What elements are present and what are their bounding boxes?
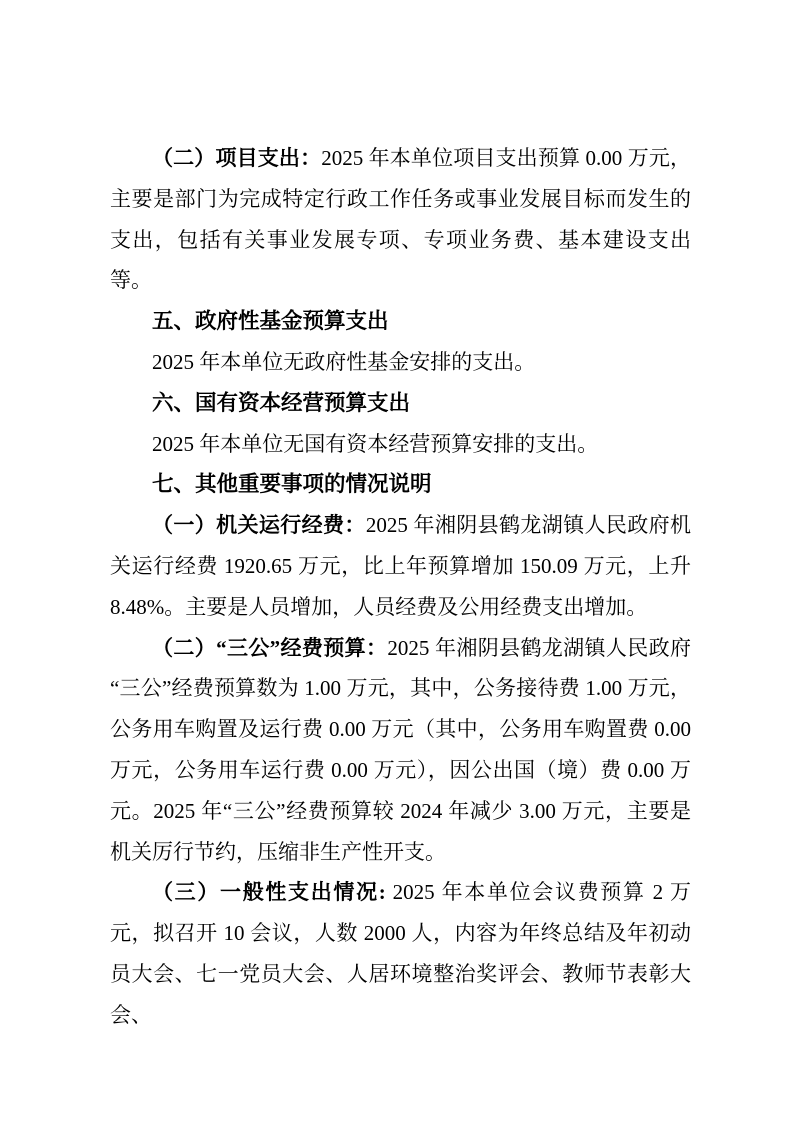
paragraph-lead: （三）一般性支出情况:	[152, 880, 386, 905]
paragraph-three-public-expenses-budget	[110, 628, 691, 873]
paragraph-text: 2025 年本单位项目支出预算 0.00 万元，主要是部门为完成特定行政工作任务或事业发展目标而发生的支出，包括有关事业发展专项、专项业务费、基本建设支出等。	[110, 146, 692, 293]
heading-government-fund-budget: 五、政府性基金预算支出	[152, 309, 389, 334]
paragraph-general-expenditure	[110, 872, 691, 1035]
paragraph-state-capital: 2025 年本单位无国有资本经营预算安排的支出。	[152, 431, 599, 456]
heading-state-capital-budget: 六、国有资本经营预算支出	[152, 390, 411, 415]
paragraph-text: 2025 年本单位会议费预算 2 万元，拟召开 10 会议，人数 2000 人，内容为年终总结及年初动员大会、七一党员大会、人居环境整治奖评会、教师节表彰大会、	[110, 880, 691, 1027]
paragraph-agency-operating-funds	[110, 505, 691, 627]
paragraph-lead: （二）项目支出：	[152, 146, 322, 170]
paragraph-project-expenditure	[110, 138, 691, 301]
document-content	[110, 138, 691, 1036]
paragraph-lead: （一）机关运行经费：	[152, 513, 366, 538]
paragraph-lead: （二）“三公”经费预算：	[152, 635, 388, 660]
paragraph-government-fund: 2025 年本单位无政府性基金安排的支出。	[152, 349, 536, 374]
heading-other-important-matters: 七、其他重要事项的情况说明	[152, 472, 432, 497]
paragraph-text: 2025 年湘阴县鹤龙湖镇人民政府机关运行经费 1920.65 万元，比上年预算增加 150.09 万元，上升 8.48%。主要是人员增加，人员经费及公用经费支出增加。	[110, 513, 692, 619]
paragraph-text: 2025 年湘阴县鹤龙湖镇人民政府“三公”经费预算数为 1.00 万元，其中，公务接待费 1.00 万元，公务用车购置及运行费 0.00 万元（其中，公务用车购置费 0.00 万元，公务用车运行费 0.00 万元），因公出国（境）费 0.00 万元。2025 年“三公”经费预算较 2024 年减少 3.00 万元，主要是机关厉行节约，压缩非生产性开支。	[110, 635, 691, 864]
